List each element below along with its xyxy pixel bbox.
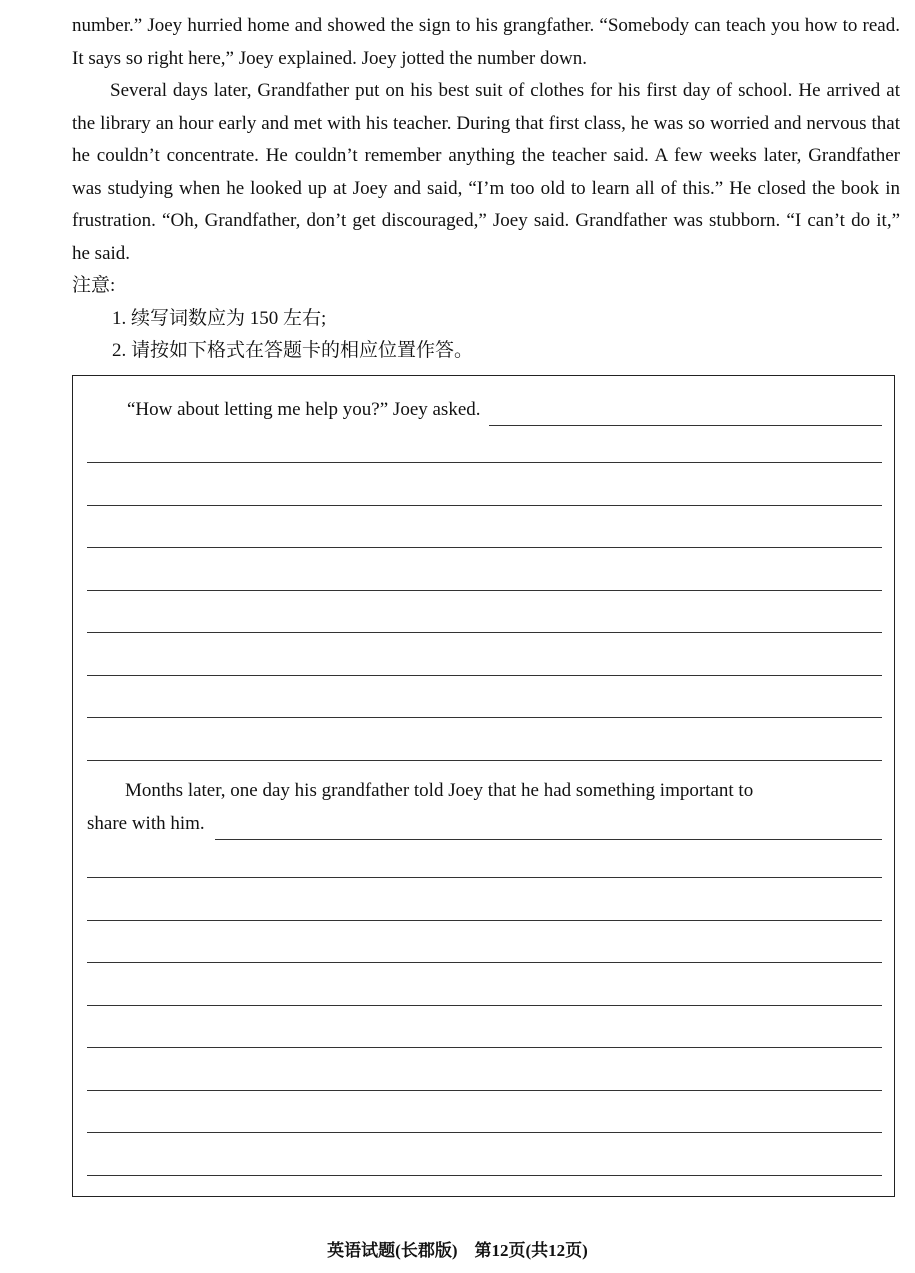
prompt-2-line-2: share with him.: [87, 812, 205, 834]
writing-line[interactable]: [87, 760, 882, 761]
note-item-1: 1. 续写词数应为 150 左右;: [112, 307, 327, 329]
writing-line[interactable]: [87, 1090, 882, 1091]
writing-line[interactable]: [87, 632, 882, 633]
answer-box: [72, 375, 895, 1197]
writing-line[interactable]: [87, 675, 882, 676]
page-footer: 英语试题(长郡版) 第12页(共12页): [327, 1241, 588, 1260]
notes-title: 注意:: [72, 275, 116, 296]
writing-line[interactable]: [87, 547, 882, 548]
note-item-2: 2. 请按如下格式在答题卡的相应位置作答。: [112, 340, 474, 361]
writing-line[interactable]: [87, 1132, 882, 1133]
writing-line[interactable]: [87, 462, 882, 463]
writing-line[interactable]: [87, 590, 882, 591]
writing-line[interactable]: [87, 505, 882, 506]
prompt-1-text: “How about letting me help you?” Joey asked.: [127, 399, 481, 420]
writing-line[interactable]: [87, 962, 882, 963]
writing-line[interactable]: [87, 1047, 882, 1048]
reading-passage: [72, 10, 900, 368]
passage-paragraph-2: Several days later, Grandfather put on his best suit of clothes for his first day of school. He arrived at the library an hour early and met with his teacher. During that first class, he was so worried and nervous that he couldn’t concentrate. He couldn’t remember anything the teacher said. A few weeks later, Grandfather was studying when he looked up at Joey and said, “I’m too old to learn all of this.” He closed the book in frustration. “Oh, Grandfather, don’t get discouraged,” Joey said. Grandfather was stubborn. “I can’t do it,” he said.: [72, 80, 900, 264]
writing-line[interactable]: [87, 920, 882, 921]
writing-line[interactable]: [215, 817, 882, 840]
prompt-2-line-1: Months later, one day his grandfather told Joey that he had something important to: [125, 780, 754, 801]
writing-line[interactable]: [87, 1175, 882, 1176]
prompt-2-block: [87, 775, 882, 840]
writing-line[interactable]: [87, 717, 882, 718]
writing-line[interactable]: [87, 877, 882, 878]
prompt-1-line: [87, 394, 882, 426]
prompt-2-line-2-row: [87, 808, 882, 841]
writing-line[interactable]: [489, 403, 882, 426]
passage-paragraph-1: number.” Joey hurried home and showed the sign to his grangfather. “Somebody can teach you how to read. It says so right here,” Joey explained. Joey jotted the number down.: [72, 15, 900, 69]
writing-line[interactable]: [87, 1005, 882, 1006]
